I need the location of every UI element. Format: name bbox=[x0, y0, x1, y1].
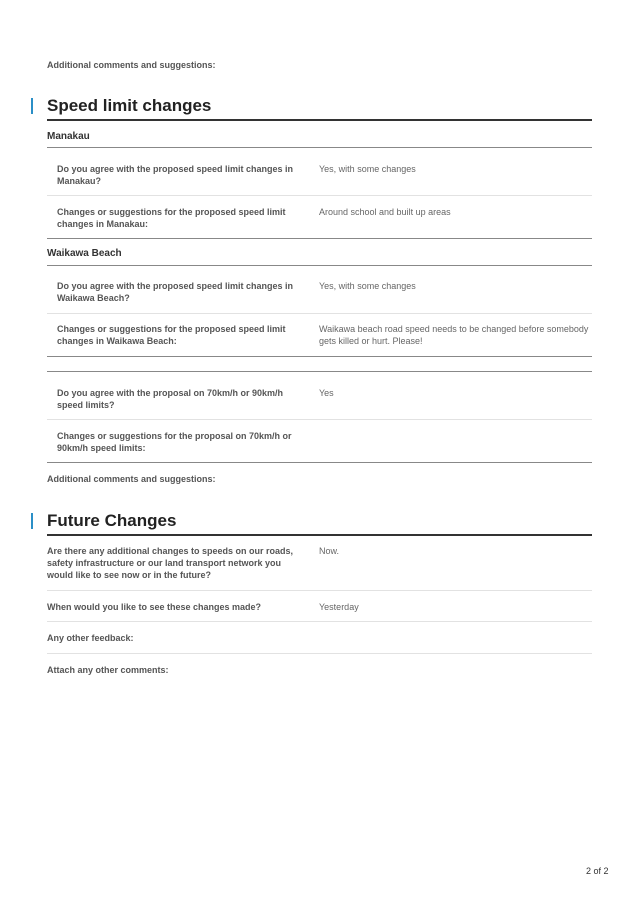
subsection-divider bbox=[47, 265, 592, 266]
answer-manakau-suggestions: Around school and built up areas bbox=[319, 207, 451, 217]
answer-waikawa-agree: Yes, with some changes bbox=[319, 281, 416, 291]
section-accent-bar bbox=[31, 98, 33, 114]
row-divider bbox=[47, 590, 592, 591]
row-divider bbox=[47, 621, 592, 622]
section-title-future-changes: Future Changes bbox=[47, 511, 177, 530]
question-speed-limits-agree: Do you agree with the proposal on 70km/h or 90km/h speed limits? bbox=[57, 388, 284, 410]
question-manakau-agree: Do you agree with the proposed speed limit changes in Manakau? bbox=[57, 164, 294, 186]
question-additional-changes: Are there any additional changes to speeds on our roads, safety infrastructure or our land transport network you would like to see now or in the future? bbox=[47, 546, 294, 580]
section-accent-bar bbox=[31, 513, 33, 529]
row-divider bbox=[47, 653, 592, 654]
question-other-feedback: Any other feedback: bbox=[47, 633, 134, 643]
question-manakau-suggestions: Changes or suggestions for the proposed speed limit changes in Manakau: bbox=[57, 207, 286, 229]
question-when-changes: When would you like to see these changes made? bbox=[47, 602, 262, 612]
subsection-divider bbox=[47, 371, 592, 372]
subsection-divider bbox=[47, 238, 592, 239]
answer-speed-limits-agree: Yes bbox=[319, 388, 334, 398]
subsection-heading-manakau: Manakau bbox=[47, 131, 90, 142]
subsection-heading-waikawa-beach: Waikawa Beach bbox=[47, 248, 122, 259]
answer-additional-changes: Now. bbox=[319, 546, 340, 556]
answer-manakau-agree: Yes, with some changes bbox=[319, 164, 416, 174]
page-number: 2 of 2 bbox=[586, 866, 609, 876]
answer-waikawa-suggestions: Waikawa beach road speed needs to be changed before somebody gets killed or hurt. Please! bbox=[319, 324, 589, 346]
question-attach-comments: Attach any other comments: bbox=[47, 665, 169, 675]
additional-comments-label: Additional comments and suggestions: bbox=[47, 60, 216, 70]
answer-when-changes: Yesterday bbox=[319, 602, 359, 612]
subsection-divider bbox=[47, 356, 592, 357]
row-divider bbox=[47, 313, 592, 314]
subsection-divider bbox=[47, 462, 592, 463]
section-divider bbox=[47, 534, 592, 536]
row-divider bbox=[47, 195, 592, 196]
question-waikawa-suggestions: Changes or suggestions for the proposed speed limit changes in Waikawa Beach: bbox=[57, 324, 286, 346]
row-divider bbox=[47, 419, 592, 420]
question-speed-limits-suggestions: Changes or suggestions for the proposal on 70km/h or 90km/h speed limits: bbox=[57, 431, 292, 453]
section-title-speed-limit-changes: Speed limit changes bbox=[47, 96, 212, 115]
additional-comments-label: Additional comments and suggestions: bbox=[47, 474, 216, 484]
question-waikawa-agree: Do you agree with the proposed speed limit changes in Waikawa Beach? bbox=[57, 281, 294, 303]
subsection-divider bbox=[47, 147, 592, 148]
section-divider bbox=[47, 119, 592, 121]
